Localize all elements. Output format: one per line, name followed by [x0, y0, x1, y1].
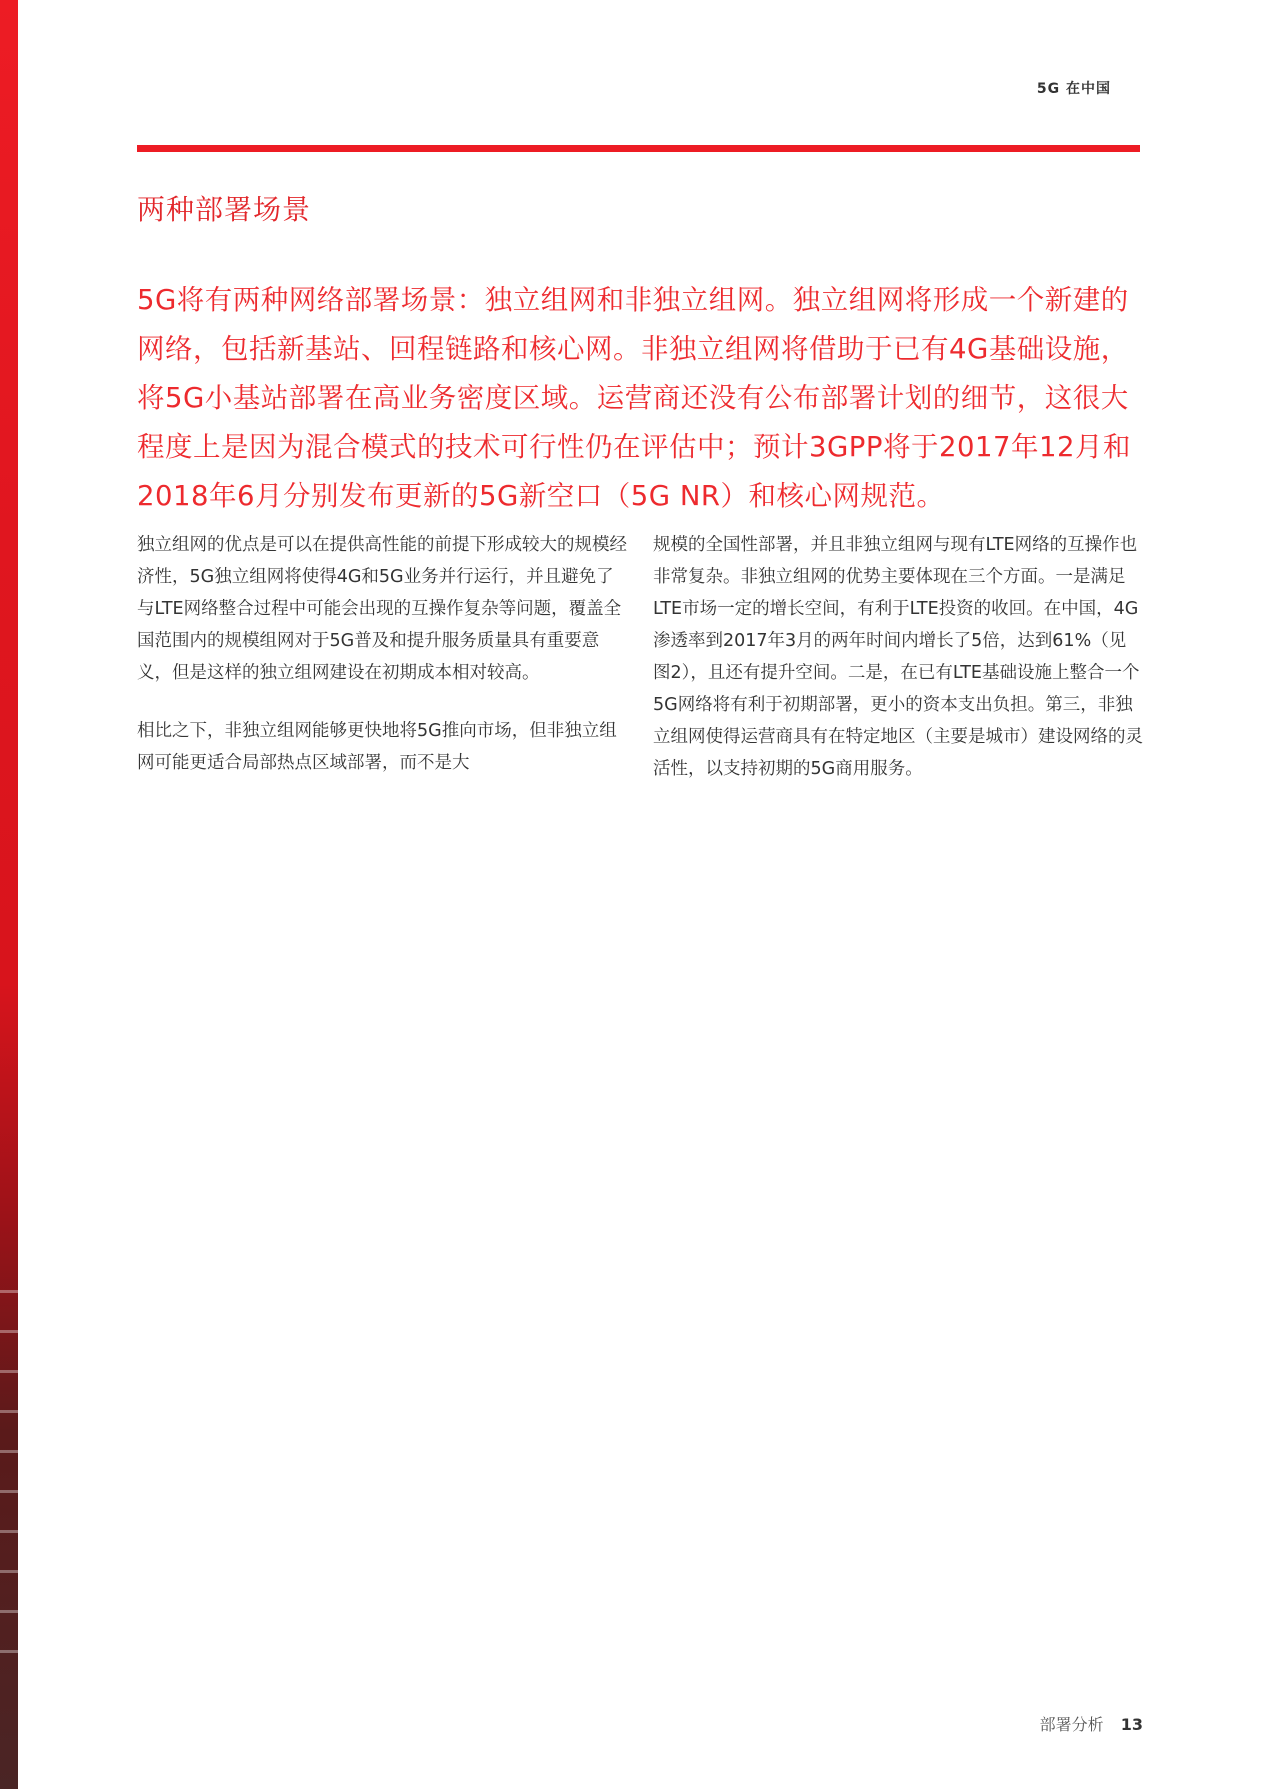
- body-left-column: [137, 529, 627, 805]
- strip-detail: [0, 1370, 18, 1373]
- page-footer: [1040, 1712, 1143, 1735]
- footer-section-label: 部署分析: [1039, 1715, 1104, 1734]
- body-paragraph: 独立组网的优点是可以在提供高性能的前提下形成较大的规模经济性，5G独立组网将使得4G和5G业务并行运行，并且避免了与LTE网络整合过程中可能会出现的互操作复杂等问题，覆盖全国范围内的规模组网对于5G普及和提升服务质量具有重要意义，但是这样的独立组网建设在初期成本相对较高。: [137, 535, 627, 683]
- strip-detail: [0, 1410, 18, 1413]
- strip-detail: [0, 1490, 18, 1493]
- lead-paragraph: [137, 276, 1142, 521]
- strip-detail: [0, 1330, 18, 1333]
- strip-detail: [0, 1650, 18, 1653]
- body-paragraph: 相比之下，非独立组网能够更快地将5G推向市场，但非独立组网可能更适合局部热点区域部署，而不是大: [137, 721, 617, 773]
- strip-detail: [0, 1290, 18, 1293]
- header-rule: [137, 145, 1140, 152]
- body-right-column: [653, 529, 1143, 811]
- section-title: 两种部署场景: [137, 193, 312, 226]
- strip-detail: [0, 1610, 18, 1613]
- strip-detail: [0, 1450, 18, 1453]
- page-number: 13: [1120, 1715, 1143, 1734]
- strip-detail: [0, 1530, 18, 1533]
- running-head: 5G 在中国: [1036, 81, 1111, 97]
- strip-detail: [0, 1570, 18, 1573]
- body-paragraph: 规模的全国性部署，并且非独立组网与现有LTE网络的互操作也非常复杂。非独立组网的优势主要体现在三个方面。一是满足LTE市场一定的增长空间，有利于LTE投资的收回。在中国，4G渗透率到2017年3月的两年时间内增长了5倍，达到61%（见图2），且还有提升空间。二是，在已有LTE基础设施上整合一个5G网络将有利于初期部署，更小的资本支出负担。第三，非独立组网使得运营商具有在特定地区（主要是城市）建设网络的灵活性，以支持初期的5G商用服务。: [653, 535, 1143, 779]
- lead-text: 5G将有两种网络部署场景：独立组网和非独立组网。独立组网将形成一个新建的网络，包括新基站、回程链路和核心网。非独立组网将借助于已有4G基础设施，将5G小基站部署在高业务密度区域。运营商还没有公布部署计划的细节，这很大程度上是因为混合模式的技术可行性仍在评估中；预计3GPP将于2017年12月和2018年6月分别发布更新的5G新空口（5G NR）和核心网规范。: [137, 284, 1131, 512]
- side-photo-strip: [0, 0, 18, 1789]
